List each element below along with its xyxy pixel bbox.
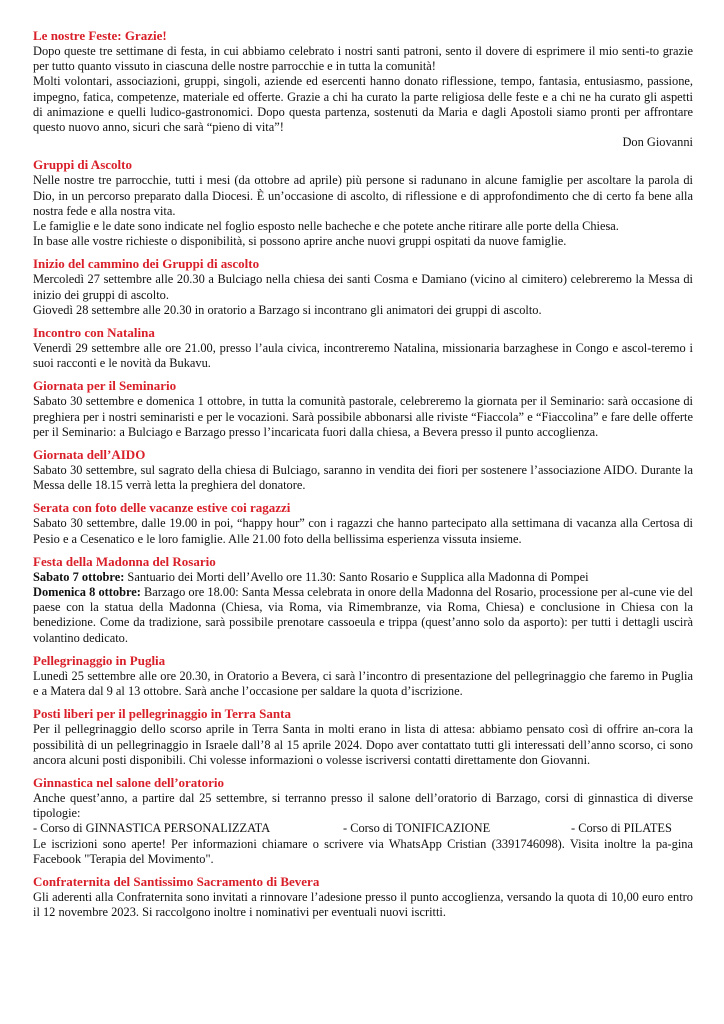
section-paragraph: In base alle vostre richieste o disponibilità, si possono aprire anche nuovi gruppi ospitati da nuove famiglie. [33, 234, 567, 249]
event-text: Barzago ore 18.00: Santa Messa celebrata in onore della Madonna del Rosario, processione per al-cune vie del paese con la statua della Madonna (Chiesa, via Roma, via Rimembranze, via Roma, Chiesa) e conclusione in Chiesa con la benedizione. Come da tradizione, sarà possibile prenotare cassoeula e trippa (quest’anno solo da asporto): per tutti i dettagli uscirà volantino dedicato. [33, 585, 693, 645]
section-incontro-natalina [33, 325, 693, 371]
event-line [33, 585, 693, 646]
section-paragraph: Lunedì 25 settembre alle ore 20.30, in Oratorio a Bevera, ci sarà l’incontro di presentazione del pellegrinaggio che faremo in Puglia e a Matera dal 9 al 13 ottobre. Sarà anche l’occasione per saldare la quota d’iscrizione. [33, 668, 693, 699]
section-inizio-cammino [33, 256, 693, 318]
section-heading: Gruppi di Ascolto [33, 157, 132, 173]
section-paragraph: Sabato 30 settembre e domenica 1 ottobre, in tutta la comunità pastorale, celebreremo la giornata per il Seminario: sarà occasione di preghiera per i nostri seminaristi e per le vocazioni. Sarà possibile abbonarsi alle riviste “Fiaccola” e “Fiaccolina” e fare delle offerte per il Seminario: a Bulciago e Barzago presso l’incaricata fuori dalla chiesa, a Bevera presso il punto accoglienza. [33, 394, 693, 439]
section-heading: Posti liberi per il pellegrinaggio in Terra Santa [33, 706, 291, 722]
section-heading: Inizio del cammino dei Gruppi di ascolto [33, 256, 260, 272]
section-giornata-aido [33, 447, 693, 493]
section-giornata-seminario [33, 378, 693, 440]
section-ginnastica [33, 775, 693, 867]
section-heading: Pellegrinaggio in Puglia [33, 652, 166, 668]
section-paragraph: Le famiglie e le date sono indicate nel foglio esposto nelle bacheche e che potete anche ritirare alle porte della Chiesa. [33, 219, 619, 234]
section-heading: Ginnastica nel salone dell’oratorio [33, 774, 225, 790]
section-confraternita [33, 874, 693, 920]
event-text: Santuario dei Morti dell’Avello ore 11.30: Santo Rosario e Supplica alla Madonna di Pompei [124, 569, 589, 584]
course-item: - Corso di TONIFICAZIONE [343, 821, 491, 836]
section-paragraph: Per il pellegrinaggio dello scorso aprile in Terra Santa in molti erano in lista di attesa: abbiamo pensato così di offrire an-cora la possibilità di un pellegrinaggio in Israele dall’8 al 15 aprile 2024. Dopo aver contattato tutti gli interessati dell’anno scorso, ci sono ancora alcuni posti disponibili. Chi volesse informazioni o volesse iscriversi contatti direttamente don Giovanni. [33, 722, 693, 767]
section-feste-grazie [33, 28, 693, 150]
section-paragraph: Sabato 30 settembre, sul sagrato della chiesa di Bulciago, saranno in vendita dei fiori per sostenere l’associazione AIDO. Durante la Messa delle 18.15 verrà letta la preghiera del donatore. [33, 463, 693, 493]
course-item: - Corso di GINNASTICA PERSONALIZZATA [33, 821, 271, 836]
bulletin-page [33, 28, 693, 927]
event-date-label: Domenica 8 ottobre: [33, 585, 141, 600]
section-festa-rosario [33, 554, 693, 646]
section-paragraph: Gli aderenti alla Confraternita sono invitati a rinnovare l’adesione presso il punto accoglienza, versando la quota di 10,00 euro entro il 12 novembre 2023. Si raccolgono inoltre i nominativi per eventuali nuovi iscritti. [33, 889, 693, 920]
section-gruppi-ascolto [33, 157, 693, 249]
section-pellegrinaggio-puglia [33, 653, 693, 699]
section-serata-foto [33, 500, 693, 546]
section-paragraph: Dopo queste tre settimane di festa, in cui abbiamo celebrato i nostri santi patroni, sento il dovere di esprimere il mio senti-to grazie per tutto quanto vissuto in ciascuna delle nostre parrocchie e in tutta la comunità! [33, 44, 693, 74]
section-heading: Serata con foto delle vacanze estive coi ragazzi [33, 500, 291, 516]
section-paragraph: Nelle nostre tre parrocchie, tutti i mesi (da ottobre ad aprile) più persone si radunano in alcune famiglie per ascoltare la parola di Dio, in un percorso preparato dalla Diocesi. È un’occasione di ascolto, di riflessione e di approfondimento che di certo fa bene alla nostra fede e alla nostra vita. [33, 173, 693, 218]
section-paragraph: Anche quest’anno, a partire dal 25 settembre, si terranno presso il salone dell’oratorio di Barzago, corsi di ginnastica di diverse tipologie: [33, 790, 693, 821]
event-line [33, 570, 693, 585]
section-terra-santa [33, 706, 693, 768]
section-paragraph: Venerdì 29 settembre alle ore 21.00, presso l’aula civica, incontreremo Natalina, missionaria barzaghese in Congo e ascol-teremo i suoi racconti e le novità da Bukavu. [33, 341, 693, 371]
section-heading: Le nostre Feste: Grazie! [33, 28, 167, 43]
section-paragraph: Molti volontari, associazioni, gruppi, singoli, aziende ed esercenti hanno donato riflessione, tempo, fantasia, entusiasmo, passione, impegno, fatica, competenze, materiale ed offerte. Grazie a chi ha curato la parte religiosa delle feste e a chi ne ha curato gli aspetti di animazione e quelli ludico-gastronomici. Dopo questa partenza, sostenuti da Maria e dagli Apostoli siamo pronti per affrontare questo nuovo anno, sicuri che sarà “pieno di vita”! [33, 74, 693, 135]
section-heading: Incontro con Natalina [33, 325, 155, 341]
section-heading: Festa della Madonna del Rosario [33, 553, 216, 569]
signature: Don Giovanni [622, 135, 693, 150]
section-heading: Confraternita del Santissimo Sacramento di Bevera [33, 873, 320, 889]
section-paragraph: Le iscrizioni sono aperte! Per informazioni chiamare o scrivere via WhatsApp Cristian (3391746098). Visita inoltre la pa-gina Facebook "Terapia del Movimento". [33, 836, 693, 866]
section-paragraph: Mercoledì 27 settembre alle 20.30 a Bulciago nella chiesa dei santi Cosma e Damiano (vicino al cimitero) celebreremo la Messa di inizio dei gruppi di ascolto. [33, 272, 693, 302]
section-paragraph: Giovedì 28 settembre alle 20.30 in oratorio a Barzago si incontrano gli animatori dei gruppi di ascolto. [33, 302, 542, 317]
course-list [33, 821, 693, 836]
section-heading: Giornata dell’AIDO [33, 447, 146, 463]
section-heading: Giornata per il Seminario [33, 378, 177, 394]
section-paragraph: Sabato 30 settembre, dalle 19.00 in poi, “happy hour” con i ragazzi che hanno partecipato alla settimana di vacanza alla Certosa di Pesio e a Cesenatico e le loro famiglie. Alle 21.00 foto della bellissima esperienza vissuta insieme. [33, 516, 693, 546]
course-item: - Corso di PILATES [571, 821, 672, 836]
event-date-label: Sabato 7 ottobre: [33, 569, 125, 584]
